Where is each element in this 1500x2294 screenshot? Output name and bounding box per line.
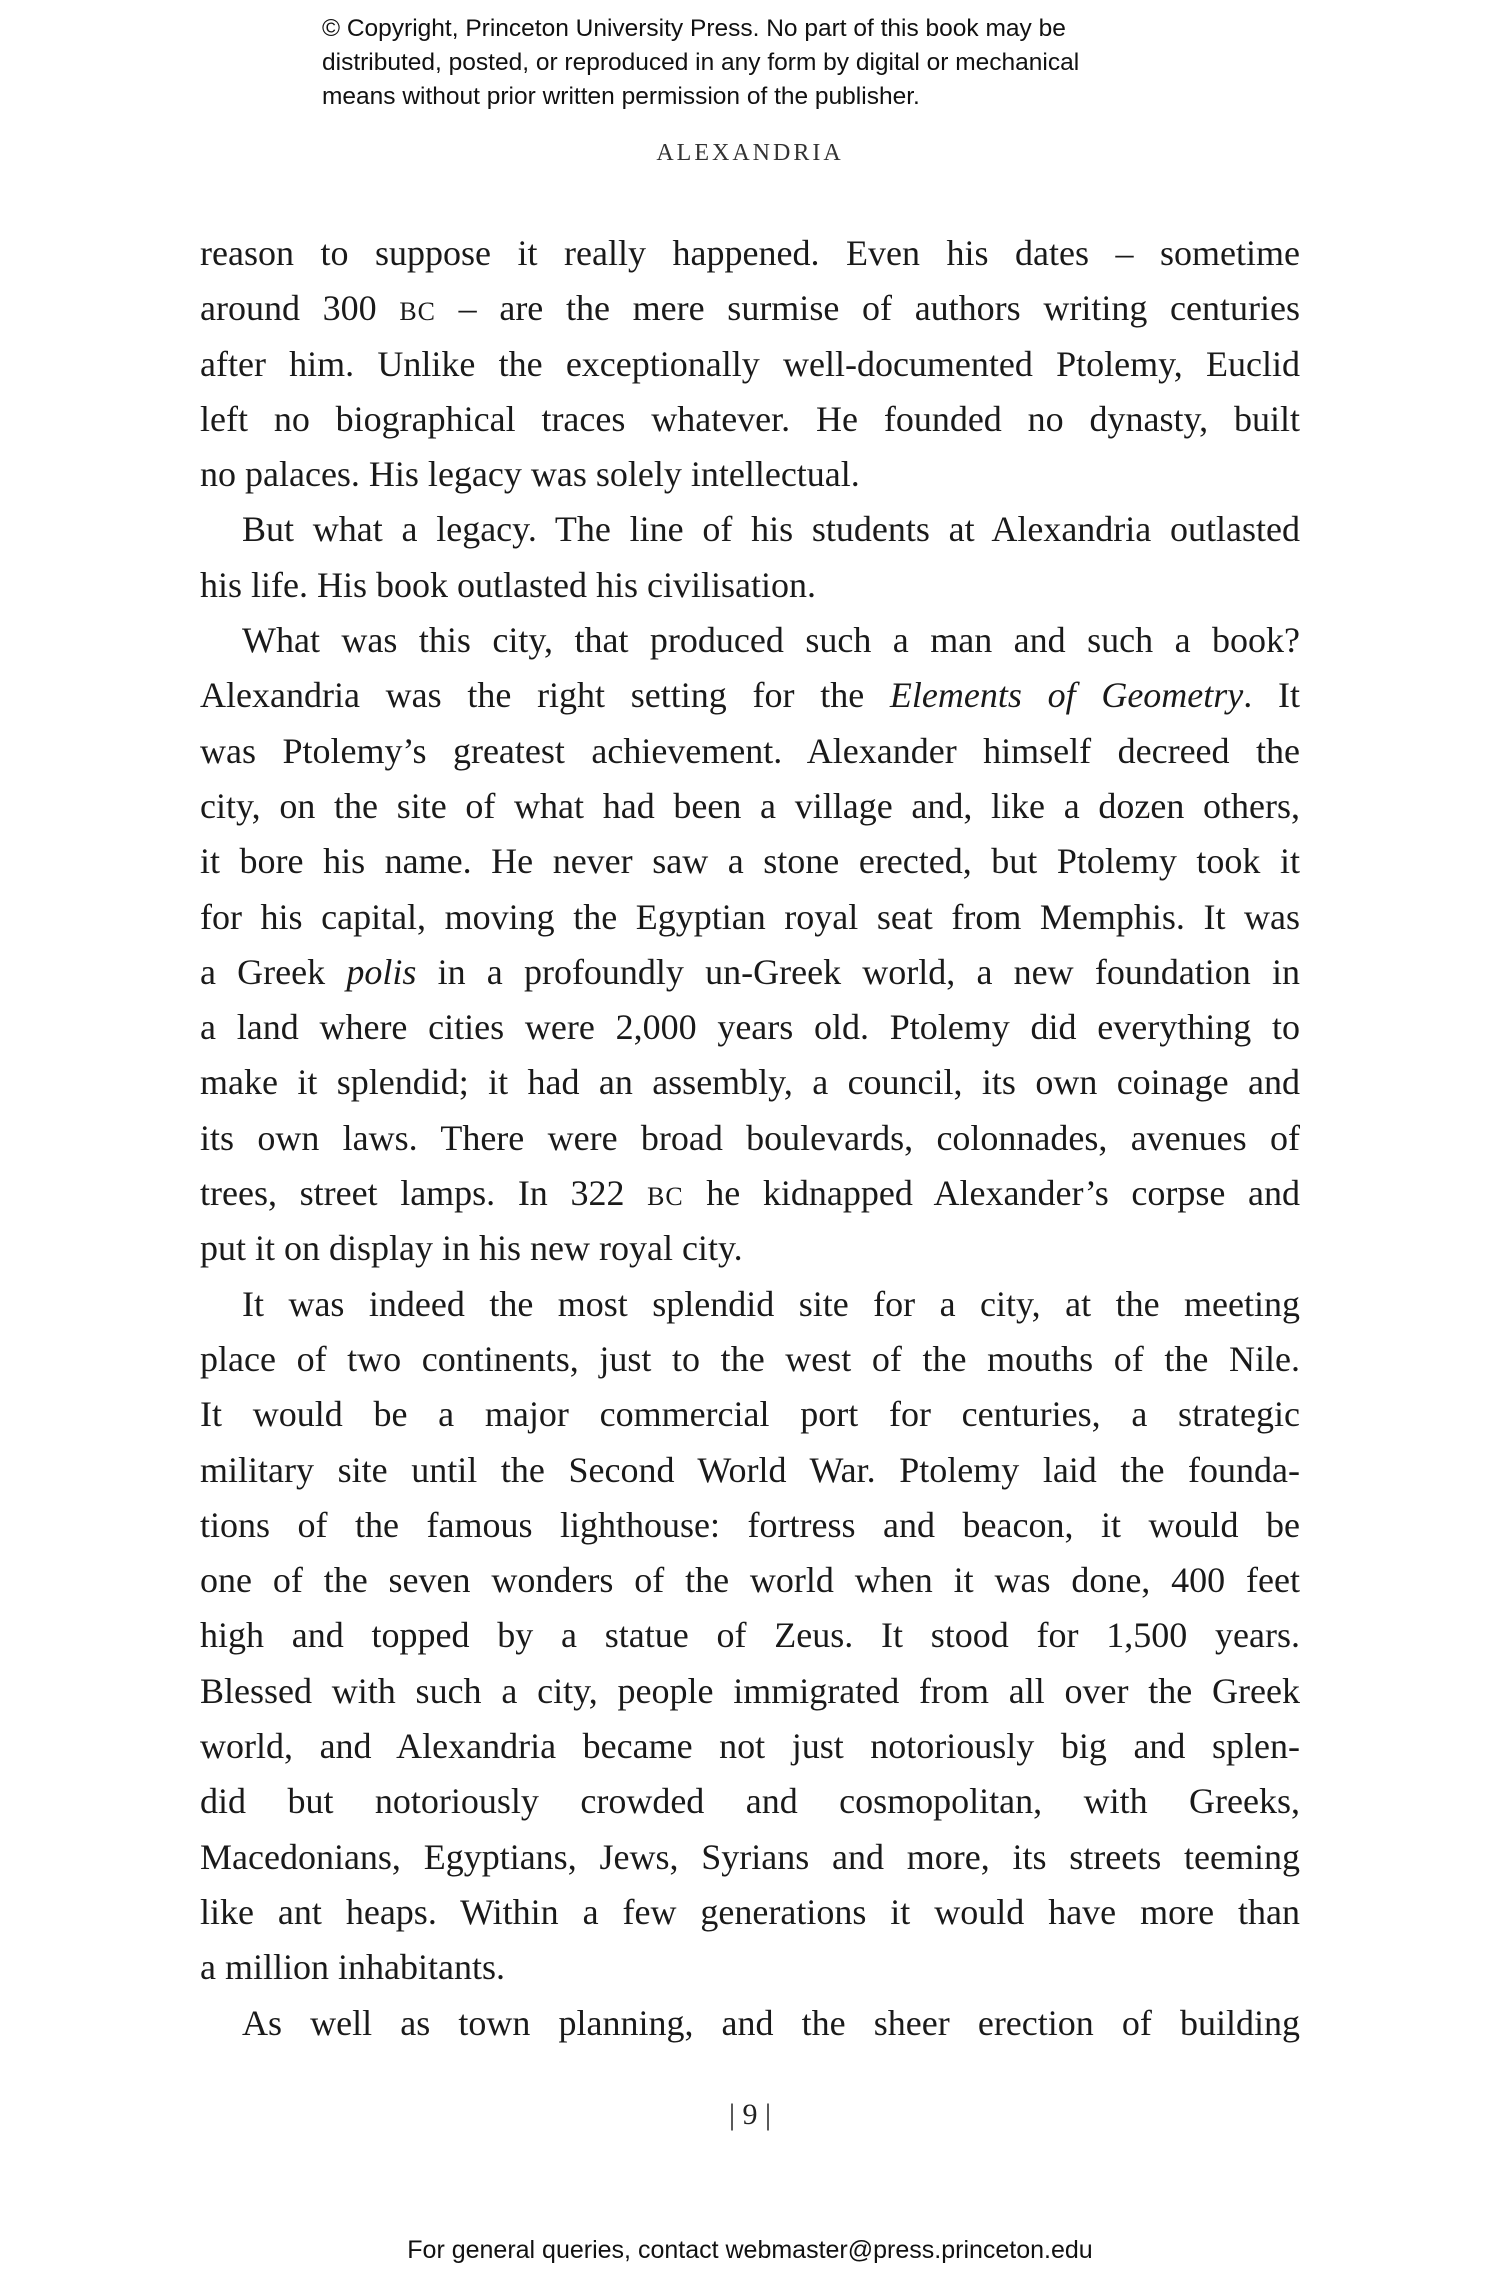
text-line: like ant heaps. Within a few generations it would have more than — [200, 1891, 1300, 1932]
text-line: world, and Alexandria became not just notoriously big and splen- — [200, 1726, 1300, 1767]
text-line: no palaces. His legacy was solely intellectual. — [200, 454, 860, 495]
text-line: trees, street lamps. In 322 BC he kidnapped Alexander’s corpse and — [200, 1173, 1300, 1214]
text-line: reason to suppose it really happened. Even his dates – sometime — [200, 233, 1300, 273]
running-head: ALEXANDRIA — [656, 140, 844, 166]
text-line: did but notoriously crowded and cosmopolitan, with Greeks, — [200, 1781, 1300, 1822]
text-line: one of the seven wonders of the world when it was done, 400 feet — [200, 1560, 1300, 1601]
copyright-line: © Copyright, Princeton University Press. No part of this book may be — [322, 15, 1066, 42]
copyright-notice — [322, 12, 1222, 114]
text-line: was Ptolemy’s greatest achievement. Alexander himself decreed the — [200, 730, 1300, 771]
text-line: a Greek polis in a profoundly un-Greek world, a new foundation in — [200, 951, 1301, 992]
text-line: put it on display in his new royal city. — [200, 1228, 743, 1269]
text-line: a land where cities were 2,000 years old. Ptolemy did everything to — [200, 1007, 1300, 1048]
text-line: military site until the Second World War. Ptolemy laid the founda- — [200, 1449, 1300, 1490]
text-line: make it splendid; it had an assembly, a council, its own coinage and — [200, 1062, 1300, 1103]
text-line: What was this city, that produced such a man and such a book? — [242, 620, 1300, 661]
text-line: for his capital, moving the Egyptian royal seat from Memphis. It was — [200, 896, 1300, 937]
text-line: Macedonians, Egyptians, Jews, Syrians and more, its streets teeming — [200, 1836, 1300, 1877]
page-number: | 9 | — [728, 2098, 771, 2131]
copyright-line: means without prior written permission of the publisher. — [322, 83, 920, 110]
text-line: It would be a major commercial port for centuries, a strategic — [200, 1394, 1300, 1435]
text-line: it bore his name. He never saw a stone erected, but Ptolemy took it — [200, 841, 1300, 882]
text-line: But what a legacy. The line of his students at Alexandria outlasted — [242, 509, 1300, 550]
text-line: its own laws. There were broad boulevards, colonnades, avenues of — [200, 1117, 1300, 1158]
text-line: place of two continents, just to the west of the mouths of the Nile. — [200, 1338, 1300, 1379]
text-line: city, on the site of what had been a village and, like a dozen others, — [200, 785, 1300, 826]
text-line: his life. His book outlasted his civilisation. — [200, 564, 816, 605]
text-line: As well as town planning, and the sheer erection of building — [242, 2002, 1300, 2043]
footer-contact: For general queries, contact webmaster@press.princeton.edu — [407, 2236, 1093, 2264]
text-line: high and topped by a statue of Zeus. It stood for 1,500 years. — [200, 1615, 1300, 1656]
text-line: a million inhabitants. — [200, 1947, 505, 1988]
text-line: It was indeed the most splendid site for a city, at the meeting — [242, 1283, 1300, 1324]
body-text — [200, 226, 1300, 2051]
text-line: around 300 BC – are the mere surmise of authors writing centuries — [200, 288, 1300, 329]
text-line: Alexandria was the right setting for the Elements of Geometry. It — [200, 675, 1300, 716]
text-line: after him. Unlike the exceptionally well-documented Ptolemy, Euclid — [200, 343, 1300, 384]
text-line: tions of the famous lighthouse: fortress and beacon, it would be — [200, 1504, 1300, 1545]
text-line: left no biographical traces whatever. He founded no dynasty, built — [200, 398, 1300, 439]
text-line: Blessed with such a city, people immigrated from all over the Greek — [200, 1670, 1300, 1711]
copyright-line: distributed, posted, or reproduced in any form by digital or mechanical — [322, 49, 1080, 76]
